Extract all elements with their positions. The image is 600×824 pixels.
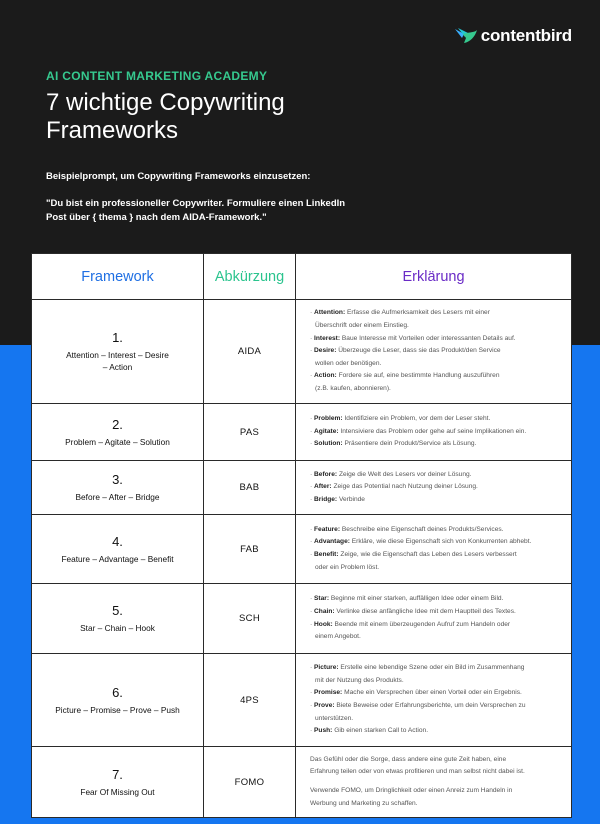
explanation-key: Picture: (314, 664, 339, 672)
explanation-key: Feature: (314, 525, 341, 533)
explanation-line (310, 320, 563, 333)
framework-cell (32, 515, 204, 584)
explanation-line: · Attention: Erfasse die Aufmerksamkeit des Lesers mit einer (310, 309, 490, 317)
contentbird-bird-icon (455, 28, 477, 44)
explanation-line: · Feature: Beschreibe eine Eigenschaft deines Produkts/Services. (310, 525, 504, 533)
explanation-text: Intensiviere das Problem oder gehe auf seine Implikationen ein. (338, 427, 527, 435)
explanation-line: · Prove: Biete Beweise oder Erfahrungsberichte, um dein Versprechen zu (310, 702, 526, 709)
explanation-text: Beende mit einem überzeugenden Aufruf zum Handeln oder (332, 620, 511, 628)
column-header-explanation: Erklärung (296, 254, 572, 300)
explanation-text: wollen oder benötigen. (315, 359, 382, 367)
framework-cell (32, 461, 204, 515)
explanation-line: · Interest: Baue Interesse mit Vorteilen oder interessanten Details auf. (310, 334, 516, 342)
table-row (32, 654, 572, 747)
explanation-text: einem Angebot. (315, 633, 361, 641)
explanation-key: Action: (314, 372, 337, 380)
explanation-text: Das Gefühl oder die Sorge, dass andere eine gute Zeit haben, eine (310, 755, 507, 763)
framework-name-line: – Action (102, 362, 133, 372)
framework-number: 4. (112, 533, 123, 549)
table-body (32, 300, 572, 818)
explanation-key: Benefit: (314, 551, 339, 558)
explanation-text: Zeige, wie die Eigenschaft das Leben des Lesers verbessert (338, 551, 517, 558)
framework-name (38, 786, 197, 798)
explanation-text: Fordere sie auf, eine bestimmte Handlung auszuführen (336, 372, 500, 380)
framework-name (38, 704, 197, 716)
explanation-key: Prove: (314, 702, 335, 709)
prompt-line-2: Post über { thema } nach dem AIDA-Framework." (46, 212, 267, 223)
abbreviation-cell: FOMO (204, 747, 296, 818)
explanation-cell (296, 461, 572, 515)
framework-name-line: Star – Chain – Hook (80, 623, 155, 633)
explanation-text: Präsentiere dein Produkt/Service als Lösung. (342, 440, 477, 448)
framework-number: 5. (112, 603, 123, 618)
brand-logo (455, 26, 572, 46)
explanation-line (310, 785, 563, 798)
framework-cell (32, 654, 204, 747)
framework-name-line: Picture – Promise – Prove – Push (55, 704, 180, 715)
explanation-key: After: (314, 483, 332, 491)
explanation-key: Push: (314, 727, 333, 735)
explanation-key: Star: (314, 595, 330, 603)
explanation-text: Werbung und Marketing zu schaffen. (310, 799, 418, 807)
explanation-key: Desire: (314, 347, 337, 355)
column-header-abbreviation: Abkürzung (204, 254, 296, 300)
framework-number: 2. (112, 416, 123, 432)
frameworks-table (31, 253, 572, 818)
framework-cell (32, 584, 204, 654)
explanation-line (310, 798, 563, 811)
explanation-text: (z.B. kaufen, abonnieren). (315, 384, 391, 392)
abbreviation-cell: 4PS (204, 654, 296, 747)
explanation-cell (296, 404, 572, 461)
explanation-key: Promise: (314, 689, 343, 697)
explanation-text: Biete Beweise oder Erfahrungsberichte, um dein Versprechen zu (334, 702, 526, 709)
explanation-text: oder ein Problem löst. (315, 563, 380, 571)
intro-text: Beispielprompt, um Copywriting Frameworks einzusetzen: (46, 171, 311, 182)
framework-cell (32, 747, 204, 818)
explanation-line (310, 358, 563, 371)
explanation-text: Identifiziere ein Problem, vor dem der Leser steht. (342, 415, 491, 423)
framework-cell (32, 404, 204, 461)
framework-name-line: Fear Of Missing Out (80, 786, 155, 797)
explanation-text: Überschrift oder einem Einstieg. (315, 322, 409, 330)
prompt-line-1: "Du bist ein professioneller Copywriter. Formuliere einen LinkedIn (46, 198, 346, 209)
explanation-key: Solution: (314, 440, 343, 448)
explanation-text: Verwende FOMO, um Dringlichkeit oder einen Anreiz zum Handeln in (310, 787, 513, 794)
explanation-line: · Chain: Verlinke diese anfängliche Idee mit dem Hauptteil des Textes. (310, 607, 516, 615)
framework-name-line: Before – After – Bridge (75, 492, 160, 502)
explanation-line: · Push: Gib einen starken Call to Action. (310, 727, 429, 735)
framework-number: 6. (112, 684, 123, 700)
explanation-key: Before: (314, 470, 338, 478)
academy-label: AI CONTENT MARKETING ACADEMY (46, 69, 268, 83)
framework-name (38, 491, 197, 503)
explanation-text: Mache ein Versprechen über einen Vorteil oder ein Ergebnis. (342, 689, 522, 697)
explanation-line (310, 631, 563, 644)
abbreviation-cell: SCH (204, 584, 296, 654)
framework-number: 7. (112, 766, 123, 782)
explanation-text: Zeige die Welt des Lesers vor deiner Lösung. (337, 470, 472, 478)
explanation-line: · Desire: Überzeuge die Leser, dass sie das Produkt/den Service (310, 347, 501, 355)
explanation-line: · Advantage: Erkläre, wie diese Eigenschaft sich von Konkurrenten abhebt. (310, 538, 532, 546)
title-line-1: 7 wichtige Copywriting (46, 89, 285, 116)
explanation-key: Problem: (314, 415, 343, 423)
explanation-text: unterstützen. (315, 714, 354, 722)
explanation-line: · Benefit: Zeige, wie die Eigenschaft das Leben des Lesers verbessert (310, 551, 517, 558)
explanation-line: · Star: Beginne mit einer starken, auffälligen Idee oder einem Bild. (310, 595, 504, 603)
explanation-text: Beschreibe eine Eigenschaft deines Produkts/Services. (340, 525, 504, 533)
explanation-text: Verlinke diese anfängliche Idee mit dem Hauptteil des Textes. (334, 607, 516, 615)
framework-name (38, 622, 197, 634)
framework-name-line: Attention – Interest – Desire (66, 350, 169, 360)
abbreviation-cell: AIDA (204, 300, 296, 404)
explanation-cell (296, 584, 572, 654)
framework-number: 3. (112, 472, 123, 487)
explanation-cell (296, 300, 572, 404)
column-header-framework: Framework (32, 254, 204, 300)
explanation-text: Verbinde (337, 495, 365, 503)
explanation-line: · Promise: Mache ein Versprechen über einen Vorteil oder ein Ergebnis. (310, 689, 522, 697)
explanation-line (310, 383, 563, 396)
explanation-line: · Action: Fordere sie auf, eine bestimmte Handlung auszuführen (310, 372, 500, 380)
table-row (32, 747, 572, 818)
explanation-text: Erfahrung teilen oder von etwas profitieren und man selbst nicht dabei ist. (310, 768, 525, 776)
explanation-line: · Bridge: Verbinde (310, 495, 365, 503)
framework-name (38, 436, 197, 448)
explanation-key: Advantage: (314, 538, 350, 546)
explanation-key: Hook: (314, 620, 333, 628)
explanation-line (310, 713, 563, 726)
example-prompt (46, 197, 346, 225)
explanation-text: Erkläre, wie diese Eigenschaft sich von Konkurrenten abhebt. (349, 538, 532, 546)
explanation-line: · Problem: Identifiziere ein Problem, vor dem der Leser steht. (310, 415, 491, 423)
explanation-line: · Agitate: Intensiviere das Problem oder gehe auf seine Implikationen ein. (310, 427, 527, 435)
abbreviation-cell: BAB (204, 461, 296, 515)
framework-name (38, 349, 197, 373)
explanation-key: Chain: (314, 607, 335, 615)
page-title (46, 89, 386, 145)
explanation-line: · Before: Zeige die Welt des Lesers vor deiner Lösung. (310, 470, 472, 478)
table-row (32, 404, 572, 461)
explanation-line (310, 675, 563, 688)
abbreviation-cell: FAB (204, 515, 296, 584)
explanation-key: Bridge: (314, 495, 338, 503)
explanation-text: mit der Nutzung des Produkts. (315, 676, 404, 684)
explanation-text: Erstelle eine lebendige Szene oder ein Bild im Zusammenhang (338, 664, 525, 672)
explanation-key: Agitate: (314, 427, 339, 435)
explanation-text: Gib einen starken Call to Action. (332, 727, 429, 735)
framework-name (38, 553, 197, 565)
explanation-line: · Hook: Beende mit einem überzeugenden Aufruf zum Handeln oder (310, 620, 511, 628)
explanation-line: · Picture: Erstelle eine lebendige Szene oder ein Bild im Zusammenhang (310, 664, 525, 672)
explanation-line (310, 754, 563, 767)
table-row (32, 515, 572, 584)
table-row (32, 461, 572, 515)
explanation-line (310, 766, 563, 779)
explanation-key: Interest: (314, 334, 341, 342)
explanation-cell (296, 747, 572, 818)
explanation-text: Zeige das Potential nach Nutzung deiner Lösung. (331, 483, 478, 491)
table-header-row (32, 254, 572, 300)
explanation-line: · Solution: Präsentiere dein Produkt/Service als Lösung. (310, 440, 477, 448)
explanation-text: Baue Interesse mit Vorteilen oder interessanten Details auf. (340, 334, 516, 342)
explanation-line (310, 562, 563, 575)
title-line-2: Frameworks (46, 117, 179, 144)
explanation-text: Überzeuge die Leser, dass sie das Produkt/den Service (336, 347, 501, 355)
table-row (32, 584, 572, 654)
explanation-cell (296, 515, 572, 584)
framework-name-line: Problem – Agitate – Solution (65, 436, 170, 447)
explanation-cell (296, 654, 572, 747)
abbreviation-cell: PAS (204, 404, 296, 461)
framework-cell (32, 300, 204, 404)
explanation-text: Erfasse die Aufmerksamkeit des Lesers mit einer (345, 309, 490, 317)
explanation-line: · After: Zeige das Potential nach Nutzung deiner Lösung. (310, 483, 478, 491)
framework-name-line: Feature – Advantage – Benefit (61, 553, 174, 564)
table-row (32, 300, 572, 404)
brand-name: contentbird (480, 26, 572, 45)
explanation-key: Attention: (314, 309, 346, 317)
explanation-text: Beginne mit einer starken, auffälligen Idee oder einem Bild. (329, 595, 504, 603)
framework-number: 1. (112, 330, 123, 345)
